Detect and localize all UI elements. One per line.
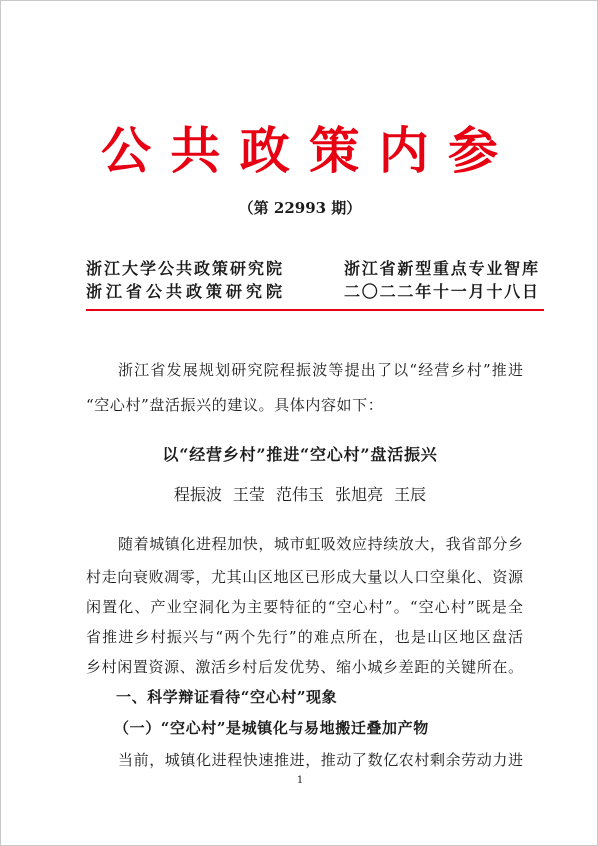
page-number: 1 xyxy=(296,775,304,786)
header-think-tank: 浙江省新型重点专业智库 xyxy=(344,259,538,278)
body-line: 乡村闲置资源、激活乡村后发优势、缩小城乡差距的关键所在。 xyxy=(86,658,523,676)
section-subheading: （一）“空心村”是城镇化与易地搬迁叠加产物 xyxy=(114,719,429,737)
intro-line: 浙江省发展规划研究院程振波等提出了以“经营乡村”推进 xyxy=(118,361,523,379)
header-institute-zju: 浙江大学公共政策研究院 xyxy=(86,259,282,278)
body-line: 随着城镇化进程加快，城市虹吸效应持续放大，我省部分乡 xyxy=(118,535,523,553)
header-divider xyxy=(86,309,544,311)
body-line: 村走向衰败凋零，尤其山区地区已形成大量以人口空巢化、资源 xyxy=(86,568,523,586)
body-line: 当前，城镇化进程快速推进，推动了数亿农村剩余劳动力进 xyxy=(118,751,523,769)
section-heading: 一、科学辩证看待“空心村”现象 xyxy=(116,688,338,706)
publication-title: 公共政策内参 xyxy=(101,123,498,179)
header-date: 二〇二二年十一月十八日 xyxy=(344,282,538,301)
issue-number: （第 22993 期） xyxy=(238,199,362,217)
article-authors: 程振波 王莹 范伟玉 张旭亮 王辰 xyxy=(173,485,427,504)
header-institute-zhejiang: 浙江省公共政策研究院 xyxy=(86,282,282,301)
intro-line: “空心村”盘活振兴的建议。具体内容如下： xyxy=(86,396,384,414)
article-title: 以“经营乡村”推进“空心村”盘活振兴 xyxy=(162,445,438,464)
body-line: 闲置化、产业空洞化为主要特征的“空心村”。“空心村”既是全 xyxy=(86,598,523,616)
body-line: 省推进乡村振兴与“两个先行”的难点所在，也是山区地区盘活 xyxy=(86,628,523,646)
